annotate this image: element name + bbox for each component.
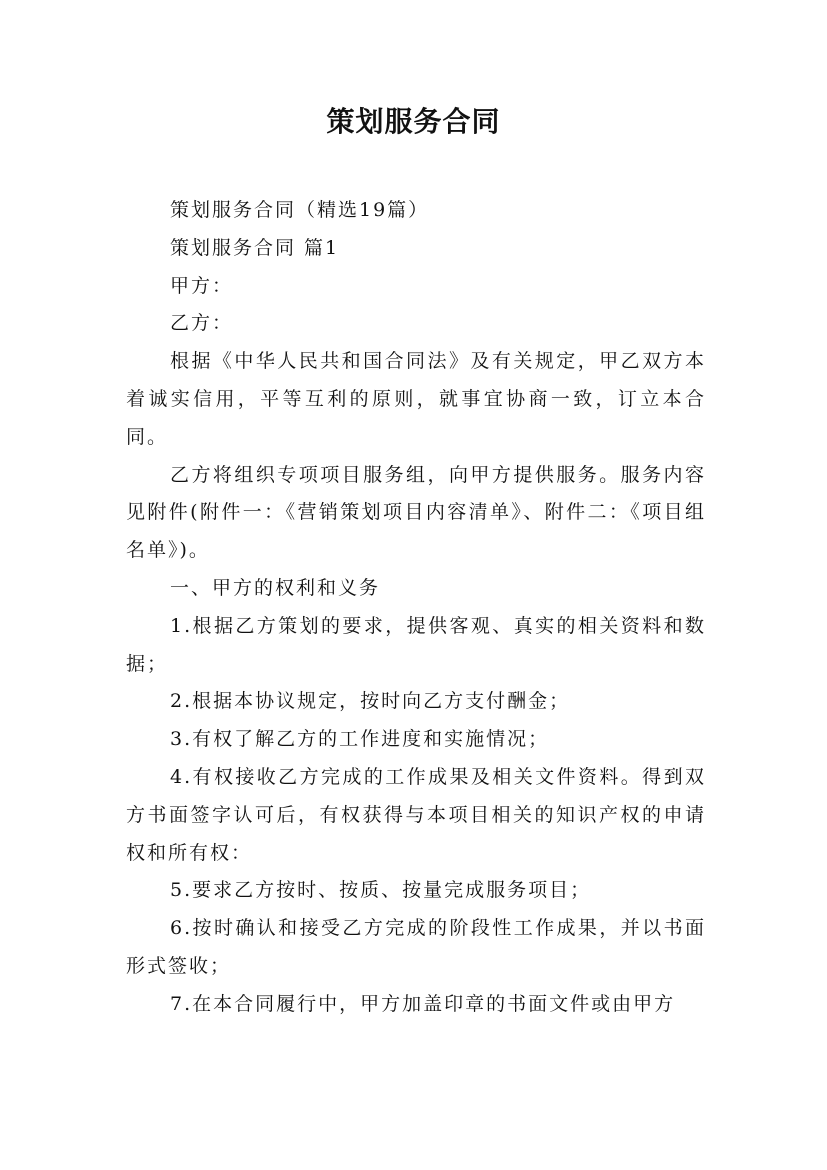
paragraph-clause-item: 1.根据乙方策划的要求，提供客观、真实的相关资料和数据； <box>126 614 706 675</box>
paragraph-clause-item: 4.有权接收乙方完成的工作成果及相关文件资料。得到双方书面签字认可后，有权获得与本项目相关的知识产权的申请权和所有权： <box>126 765 706 864</box>
paragraph-section-heading: 策划服务合同 篇1 <box>170 236 340 259</box>
paragraph-party-a: 甲方： <box>170 274 234 297</box>
document-title: 策划服务合同 <box>326 105 501 138</box>
paragraph-party-b: 乙方： <box>170 312 234 335</box>
paragraph-clause-item: 7.在本合同履行中，甲方加盖印章的书面文件或由甲方 <box>170 992 676 1015</box>
paragraph-subtitle: 策划服务合同（精选19篇） <box>170 199 430 221</box>
paragraph-clause-item: 6.按时确认和接受乙方完成的阶段性工作成果，并以书面形式签收； <box>126 917 706 977</box>
paragraph-service-scope: 乙方将组织专项项目服务组，向甲方提供服务。服务内容见附件(附件一：《营销策划项目内容清单》、附件二：《项目组名单》)。 <box>126 463 706 562</box>
document-body <box>126 192 706 1024</box>
paragraph-clause-item: 5.要求乙方按时、按质、按量完成服务项目； <box>170 879 592 902</box>
paragraph-preamble: 根据《中华人民共和国合同法》及有关规定，甲乙双方本着诚实信用，平等互利的原则，就事宜协商一致，订立本合同。 <box>126 350 706 448</box>
paragraph-clause-item: 3.有权了解乙方的工作进度和实施情况； <box>170 728 550 751</box>
paragraph-clause-heading: 一、甲方的权利和义务 <box>170 576 381 599</box>
paragraph-clause-item: 2.根据本协议规定，按时向乙方支付酬金； <box>170 690 571 713</box>
